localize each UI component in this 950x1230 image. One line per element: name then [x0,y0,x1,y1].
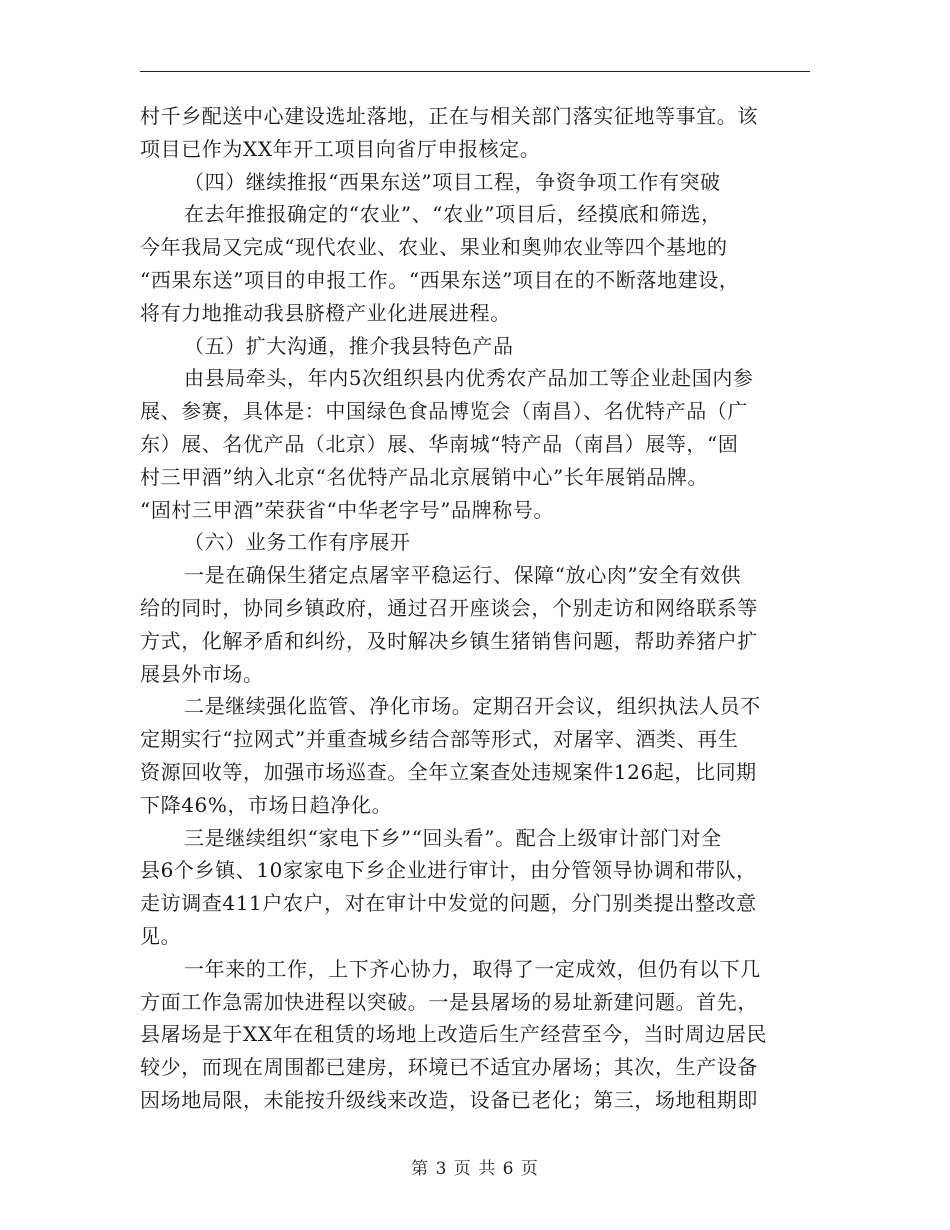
text-line: 展、参赛，具体是：中国绿色食品博览会（南昌）、名优特产品（广 [140,399,748,424]
text-line: 县屠场是于XX年在租赁的场地上改造后生产经营至今，当时周边居民 [140,1022,768,1047]
text-line: “西果东送”项目的申报工作。“西果东送”项目在的不断落地建设， [140,267,740,292]
text-line: 三是继续组织“家电下乡”“回头看”。配合上级审计部门对全 [184,825,722,850]
text-line: 见。 [140,923,182,948]
text-line: （六）业务工作有序展开 [184,530,411,555]
text-line: 资源回收等，加强市场巡查。全年立案查处违规案件126起，比同期 [140,759,757,784]
document-body [140,100,812,1117]
text-line: “固村三甲酒”荣获省“中华老字号”品牌称号。 [140,497,555,522]
page-number: 第 3 页 共 6 页 [411,1159,539,1179]
text-line: 给的同时，协同乡镇政府，通过召开座谈会，个别走访和网络联系等 [140,595,758,620]
text-line: （四）继续推报“西果东送”项目工程，争资争项工作有突破 [184,169,721,194]
header-rule [140,71,810,72]
text-line: 二是继续强化监管、净化市场。定期召开会议，组织执法人员不 [184,694,761,719]
text-line: 县6个乡镇、10家家电下乡企业进行审计，由分管领导协调和带队， [140,858,757,883]
text-line: 定期实行“拉网式”并重查城乡结合部等形式，对屠宰、酒类、再生 [140,727,739,752]
text-line: 方式，化解矛盾和纠纷，及时解决乡镇生猪销售问题，帮助养猪户扩 [140,628,758,653]
text-line: 在去年推报确定的“农业”、“农业”项目后，经摸底和筛选， [184,202,722,227]
text-line: 较少，而现在周围都已建房，环境已不适宜办屠场；其次，生产设备 [140,1055,758,1080]
text-line: 展县外市场。 [140,661,264,686]
text-line: 项目已作为XX年开工项目向省厅申报核定。 [140,136,541,161]
text-line: 村千乡配送中心建设选址落地，正在与相关部门落实征地等事宜。该 [140,104,758,128]
text-line: 将有力地推动我县脐橙产业化进展进程。 [140,300,511,325]
text-line: 今年我局又完成“现代农业、农业、果业和奥帅农业等四个基地的 [140,235,728,260]
text-line: 走访调查411户农户，对在审计中发觉的问题，分门别类提出整改意 [140,891,757,916]
text-line: 东）展、名优产品（北京）展、华南城“特产品（南昌）展等，“固 [140,431,739,456]
text-line: （五）扩大沟通，推介我县特色产品 [184,333,514,358]
text-line: 因场地局限，未能按升级线来改造，设备已老化；第三，场地租期即 [140,1087,758,1112]
text-line: 村三甲酒”纳入北京“名优特产品北京展销中心”长年展销品牌。 [140,464,709,489]
text-line: 一年来的工作，上下齐心协力，取得了一定成效，但仍有以下几 [184,956,761,981]
text-line: 方面工作急需加快进程以突破。一是县屠场的易址新建问题。首先， [140,989,758,1014]
text-line: 下降46%，市场日趋净化。 [140,792,393,817]
text-line: 由县局牵头，年内5次组织县内优秀农产品加工等企业赴国内参 [184,366,754,391]
text-line: 一是在确保生猪定点屠宰平稳运行、保障“放心肉”安全有效供 [184,563,742,588]
